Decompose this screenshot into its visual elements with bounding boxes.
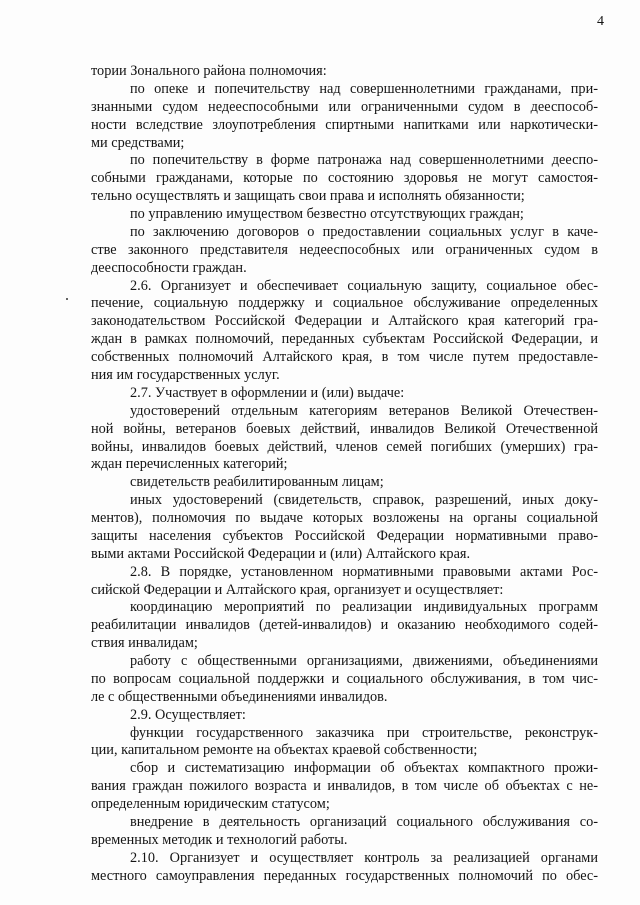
text-line: сийской Федерации и Алтайского края, организует и осуществляет: [91, 581, 504, 598]
scan-speck [66, 298, 68, 300]
text-line: 2.8. В порядке, установленном нормативными правовыми актами Рос- [130, 563, 598, 580]
text-line: защиты населения субъектов Российской Федерации нормативными право- [91, 527, 598, 544]
text-line: дееспособности граждан. [91, 259, 247, 276]
text-line: стве законного представителя недееспособных или ограниченных судом в [91, 241, 598, 258]
text-line: реабилитации инвалидов (детей-инвалидов) и оказанию необходимого содей- [91, 617, 598, 634]
text-line: по опеке и попечительству над совершеннолетними гражданами, при- [130, 80, 598, 97]
text-line: ле с общественными объединениями инвалидов. [91, 688, 388, 705]
text-line: законодательством Российской Федерации и Алтайского края категорий гра- [91, 313, 598, 330]
text-line: 2.9. Осуществляет: [130, 706, 246, 723]
text-line: знанными судом недееспособными или ограниченными судом в дееспособ- [91, 98, 598, 115]
text-line: по заключению договоров о предоставлении социальных услуг в каче- [130, 223, 598, 240]
text-line: войны, инвалидов боевых действий, членов семей погибших (умерших) гра- [91, 438, 598, 455]
text-line: ния им государственных услуг. [91, 367, 280, 383]
text-line: ми средствами; [91, 134, 185, 151]
text-line: собственных полномочий Алтайского края, в том числе путем предоставле- [91, 349, 598, 366]
text-line: по управлению имуществом безвестно отсутствующих граждан; [130, 206, 524, 222]
text-line: местного самоуправления переданных государственных полномочий по обес- [91, 867, 598, 884]
text-line: ждан перечисленных категорий; [91, 456, 288, 473]
text-line: тельно осуществлять и защищать свои права и исполнять обязанности; [91, 188, 525, 205]
text-line: 2.10. Организует и осуществляет контроль за реализацией органами [130, 849, 598, 866]
text-line: тории Зонального района полномочия: [91, 63, 327, 79]
text-line: ции, капитальном ремонте на объектах краевой собственности; [91, 742, 478, 759]
text-line: ствия инвалидам; [91, 635, 198, 652]
text-line: удостоверений отдельным категориям ветеранов Великой Отечествен- [130, 402, 598, 419]
text-line: вания граждан пожилого возраста и инвалидов, в том числе об объектах с не- [91, 778, 598, 795]
text-line: 2.7. Участвует в оформлении и (или) выдаче: [130, 384, 405, 401]
text-line: временных методик и технологий работы. [91, 831, 348, 848]
text-line: координацию мероприятий по реализации индивидуальных программ [130, 599, 598, 616]
text-line: по попечительству в форме патронажа над совершеннолетними дееспо- [130, 152, 598, 169]
text-line: свидетельств реабилитированным лицам; [130, 474, 384, 491]
text-line: ментов), полномочия по выдаче которых возложены на органы социальной [91, 510, 598, 526]
page-number: 4 [597, 14, 604, 29]
text-line: 2.6. Организует и обеспечивает социальную защиту, социальное обес- [130, 277, 598, 294]
text-line: ности вследствие злоупотребления спиртными напитками или наркотически- [91, 116, 598, 133]
text-line: работу с общественными организациями, движениями, объединениями [130, 653, 598, 669]
text-line: сбор и систематизацию информации об объектах компактного прожи- [130, 760, 598, 777]
text-line: ждан в рамках полномочий, переданных субъектам Российской Федерации, и [91, 331, 598, 348]
text-line: иных удостоверений (свидетельств, справок, разрешений, иных доку- [130, 492, 598, 509]
text-line: собными гражданами, которые по состоянию здоровья не могут самостоя- [91, 170, 598, 187]
text-line: по вопросам социальной поддержки и социального обслуживания, в том чис- [91, 670, 598, 687]
text-line: внедрение в деятельность организаций социального обслуживания со- [130, 814, 598, 830]
text-line: определенным юридическим статусом; [91, 796, 330, 813]
text-line: выми актами Российской Федерации и (или) Алтайского края. [91, 545, 471, 562]
text-line: печение, социальную поддержку и социальное обслуживание определенных [91, 295, 598, 312]
text-line: ной войны, ветеранов боевых действий, инвалидов Великой Отечественной [91, 420, 598, 437]
text-line: функции государственного заказчика при строительстве, реконструк- [130, 724, 598, 741]
